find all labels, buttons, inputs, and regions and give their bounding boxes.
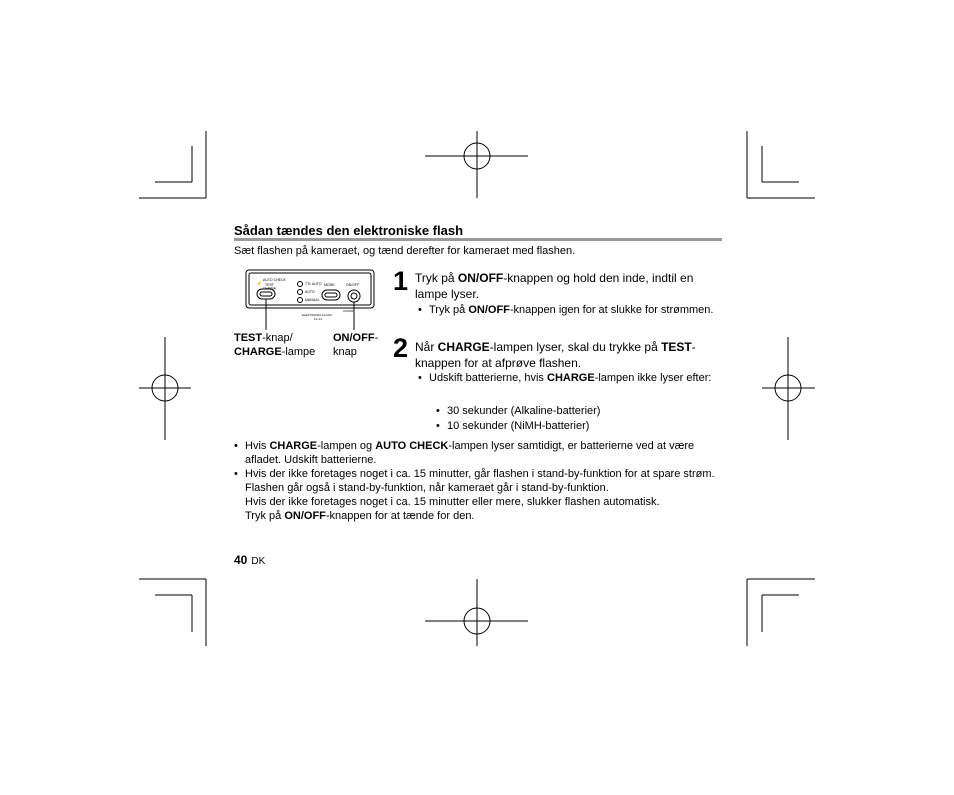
page-footer xyxy=(234,551,265,569)
step-2-text: Når CHARGE-lampen lyser, skal du trykke på TEST-knappen for at afprøve flashen. xyxy=(415,340,696,370)
note-battery-low: • Hvis CHARGE-lampen og AUTO CHECK-lampen lyser samtidigt, er batterierne ved at være afladet. Udskift batterierne. xyxy=(234,440,695,466)
caption-on-off: ON/OFF- knap xyxy=(333,332,379,358)
on-off-button-graphic xyxy=(348,290,360,302)
label-auto-check: AUTO CHECK xyxy=(263,278,286,282)
section-title: Sådan tændes den elektroniske flash xyxy=(234,223,464,238)
label-on-off-small: ON/OFF xyxy=(343,309,355,313)
auto-lamp xyxy=(298,290,303,295)
label-ttl-auto: TTL AUTO xyxy=(305,282,322,286)
label-manual: MANUAL xyxy=(305,298,320,302)
step-1-bullet: • Tryk på ON/OFF-knappen igen for at slukke for strømmen. xyxy=(418,304,714,316)
label-charge: CHARGE xyxy=(263,286,276,290)
flash-glyph-icon: ⚡ xyxy=(256,281,263,287)
caption-test-charge: TEST-knap/ CHARGE-lampe xyxy=(234,332,316,358)
manual-lamp xyxy=(298,298,303,303)
step-2-bullet: • Udskift batterierne, hvis CHARGE-lampen ikke lyser efter: xyxy=(418,372,712,384)
label-mode: MODE xyxy=(324,283,335,287)
flash-panel-illustration xyxy=(236,268,376,332)
label-on-off: ON/OFF xyxy=(346,283,360,287)
intro-text: Sæt flashen på kameraet, og tænd derefter for kameraet med flashen. xyxy=(234,245,576,257)
label-test: TEST xyxy=(265,283,274,287)
label-brand: ELECTRONIC FLASH xyxy=(302,313,332,317)
step-number-2: 2 xyxy=(393,333,409,363)
label-model: FL-14 xyxy=(314,317,322,321)
step-number-1: 1 xyxy=(393,266,409,296)
page-number: 40 xyxy=(234,553,248,567)
language-code: DK xyxy=(251,556,266,567)
note-standby: • Hvis der ikke foretages noget i ca. 15 minutter, går flashen i stand-by-funktion for at spare strøm. Flashen går også i stand-by-funktion, når kameraet går i stand-by-funktion. Hvis der ikke foretages noget i ca. 15 minutter eller mere, slukker flashen automatisk. Tryk på ON/OFF-knappen for at tænde for den. xyxy=(234,468,715,522)
label-auto: AUTO xyxy=(305,290,315,294)
ttl-auto-lamp xyxy=(298,282,303,287)
step-2-subbullet-nimh: • 10 sekunder (NiMH-batterier) xyxy=(436,420,590,432)
step-1-text: Tryk på ON/OFF-knappen og hold den inde, indtil en lampe lyser. xyxy=(415,271,694,301)
step-2-subbullet-alkaline: • 30 sekunder (Alkaline-batterier) xyxy=(436,405,601,417)
title-underline xyxy=(234,238,722,241)
